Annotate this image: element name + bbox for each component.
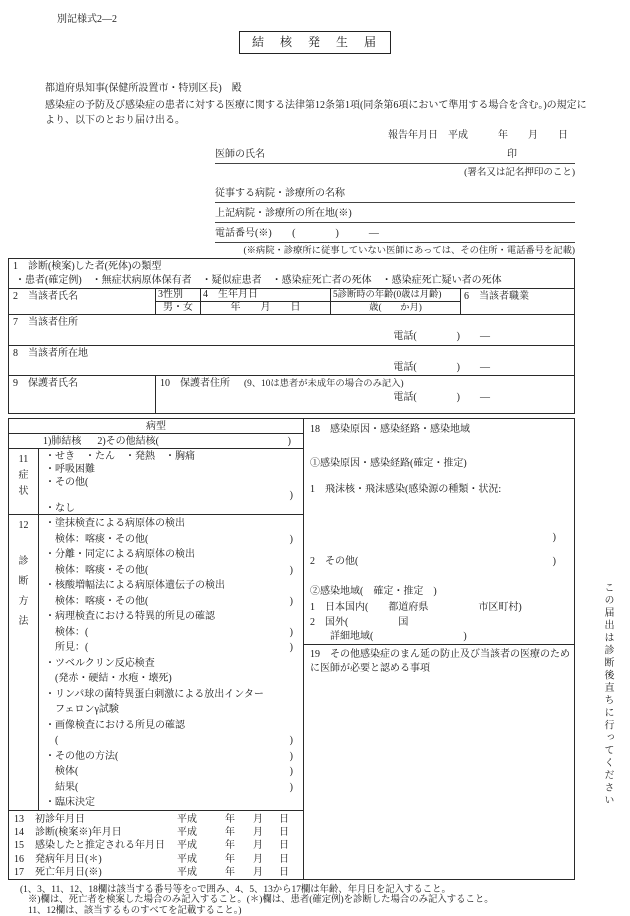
era-label: 平成: [177, 866, 197, 878]
symptom-line: [45, 450, 293, 463]
date-row-label: 初診年月日: [35, 814, 85, 826]
age-units: 歳( か月): [331, 302, 461, 314]
case-type-options: ・患者(確定例) ・無症状病原体保有者 ・疑似症患者 ・感染症死亡者の死体 ・感染症死亡疑い者の死体: [15, 275, 502, 286]
date-row-label: 死亡年月日(※): [35, 866, 102, 878]
seal-note: (署名又は記名押印のこと): [464, 168, 575, 178]
section19-title-line2: に医師が必要と認める事項: [310, 662, 430, 674]
era-label: 平成: [177, 827, 197, 839]
section11-number: 11: [18, 454, 29, 466]
method-line: [45, 578, 293, 594]
line-text: ・呼吸困難: [45, 464, 95, 476]
line-paren: ): [289, 533, 293, 545]
line-paren: ): [289, 642, 293, 654]
line-paren: ): [289, 781, 293, 793]
diagnosis-label-char4: 法: [18, 616, 29, 628]
method-line: [45, 625, 293, 641]
patient-mid-header: [156, 289, 461, 302]
section12-number: 12: [18, 520, 29, 532]
date-row-number: 14: [14, 827, 24, 839]
method-line: [45, 749, 293, 765]
submission-reminder-vertical-note: この届出は診断後直ちに行ってください: [602, 582, 613, 807]
guardian-name-cell: 9 保護者氏名: [9, 376, 156, 413]
day-label: 日: [279, 853, 289, 865]
case-type-row: [9, 259, 574, 289]
line-paren: ): [289, 564, 293, 576]
patient-location-label: 8 当該者所在地: [13, 348, 88, 359]
method-line: [45, 687, 293, 703]
line-text: ・その他の方法(: [45, 750, 119, 762]
patient-mid-cells: [156, 289, 461, 314]
date-row-label: 発病年月日(＊): [35, 853, 102, 865]
date-row-number: 13: [14, 814, 24, 826]
patient-identity-row: [9, 289, 574, 315]
line-text: 検体：喀痰・その他(: [45, 564, 149, 576]
line-text: 検体：(: [45, 626, 89, 638]
patient-mid-values: [156, 302, 461, 314]
diagnosis-method-content: [39, 515, 303, 810]
era-label: 平成: [177, 853, 197, 865]
date-rows-section: [9, 811, 303, 879]
line-text: 検体：喀痰・その他(: [45, 595, 149, 607]
line-paren: ): [289, 595, 293, 607]
occupation-cell: 6 当該者職業: [464, 291, 529, 302]
year-label: 年: [225, 866, 235, 878]
year-label: 年: [225, 814, 235, 826]
line-paren: ): [289, 626, 293, 638]
droplet-infection-line: 1 飛沫核・飛沫感染(感染源の種類・状況:: [310, 484, 502, 495]
line-text: ・塗抹検査による病原体の検出: [45, 518, 185, 530]
symptoms-label-char1: 症: [18, 470, 29, 482]
infection-area-heading: ②感染地域( 確定・推定 ): [310, 586, 437, 597]
date-row: [9, 826, 303, 839]
line-text: ・臨床決定: [45, 797, 95, 809]
doctor-remarks-section: [304, 645, 574, 879]
date-row-label: 感染したと推定される年月日: [35, 840, 165, 852]
line-text: ・せき ・たん ・発熱 ・胸痛: [45, 451, 195, 463]
date-row-number: 17: [14, 866, 24, 878]
symptoms-section: [9, 449, 303, 515]
date-row-number: 15: [14, 840, 24, 852]
method-line: [45, 640, 293, 656]
guardian-note: (9、10は患者が未成年の場合のみ記入): [244, 379, 404, 389]
day-label: 日: [279, 814, 289, 826]
clinical-detail-table: [8, 418, 575, 880]
line-paren: ): [289, 490, 293, 502]
guardian-address-cell: [156, 376, 574, 413]
symptom-line: [45, 463, 293, 476]
line-text: ・画像検査における所見の確認: [45, 719, 185, 731]
method-line: [45, 733, 293, 749]
patient-address-label: 7 当該者住所: [13, 317, 78, 328]
date-row: [9, 813, 303, 826]
era-label: 平成: [177, 814, 197, 826]
line-text: 2 その他(: [310, 556, 359, 567]
clinical-left-column: [9, 419, 304, 879]
section18-title: 18 感染原因・感染経路・感染地域: [310, 424, 470, 435]
method-line: [45, 671, 293, 687]
infection-route-heading: ①感染原因・感染経路(確定・推定): [310, 458, 467, 469]
date-row-number: 16: [14, 853, 24, 865]
doctor-name-field: [215, 147, 575, 164]
domestic-line: 1 日本国内( 都道府県 市区町村): [310, 602, 522, 613]
month-label: 月: [253, 840, 263, 852]
phone-note: (※病院・診療所に従事していない医師にあっては、その住所・電話番号を記載): [243, 246, 575, 256]
symptoms-label-char2: 状: [18, 486, 29, 498]
method-line: [45, 656, 293, 672]
diagnosis-label-column: [9, 515, 39, 810]
line-text: フェロンγ試験: [45, 704, 119, 716]
date-row: [9, 853, 303, 866]
diagnosis-label-char3: 方: [18, 596, 29, 608]
method-line: [45, 516, 293, 532]
line-text: ・核酸増幅法による病原体遺伝子の検出: [45, 580, 225, 592]
line-paren: ): [552, 556, 556, 567]
method-line: [45, 609, 293, 625]
case-type-title: 1 診断(検案)した者(死体)の類型: [13, 261, 162, 272]
birthdate-units: 年 月 日: [201, 302, 331, 314]
line-paren: ): [289, 766, 293, 778]
month-label: 月: [253, 814, 263, 826]
method-line: [45, 702, 293, 718]
footnotes: [20, 885, 494, 916]
method-line: [45, 780, 293, 796]
line-text: (: [45, 735, 59, 747]
other-route-line: [310, 555, 568, 569]
line-text: 結果(: [45, 781, 79, 793]
symptoms-content: [39, 449, 303, 514]
patient-location-row: [9, 346, 574, 376]
patient-info-table: [8, 258, 575, 414]
guardian-address-line: [160, 377, 570, 390]
sex-header: 3性別: [156, 289, 201, 301]
footnote-line3: 11、12欄は、該当するものすべてを記載すること。): [28, 905, 242, 916]
line-text: ・その他(: [45, 477, 89, 489]
detail-area-line: 詳細地域( ): [310, 631, 467, 642]
line-text: 検体(: [45, 766, 79, 778]
patient-location-phone: 電話( ) —: [393, 362, 490, 373]
infection-source-column: [304, 419, 574, 879]
symptom-line: [45, 502, 293, 515]
infection-source-section: [304, 419, 574, 645]
droplet-close-paren: ): [552, 532, 556, 543]
date-row: [9, 866, 303, 879]
line-text: 所見：(: [45, 642, 89, 654]
guardian-row: [9, 376, 574, 413]
form-code: 別記様式2—2: [57, 14, 117, 25]
line-text: ・なし: [45, 503, 75, 515]
month-label: 月: [253, 866, 263, 878]
year-label: 年: [225, 840, 235, 852]
guardian-phone: 電話( ) —: [393, 392, 490, 404]
line-text: ・ツベルクリン反応検査: [45, 657, 155, 669]
era-label: 平成: [177, 840, 197, 852]
date-row: [9, 839, 303, 852]
month-label: 月: [253, 853, 263, 865]
diagnosis-label-char2: 断: [18, 576, 29, 588]
symptoms-label-column: [9, 449, 39, 514]
method-line: [45, 718, 293, 734]
method-line: [45, 563, 293, 579]
phone-number-field: [215, 226, 575, 243]
diagnosis-method-section: [9, 515, 303, 811]
year-label: 年: [225, 827, 235, 839]
day-label: 日: [279, 827, 289, 839]
birthdate-header: 4 生年月日: [201, 289, 331, 301]
method-line: [45, 795, 293, 811]
patient-name-cell: 2 当該者氏名: [9, 289, 156, 314]
line-text: ・分離・同定による病原体の検出: [45, 549, 195, 561]
day-label: 日: [279, 840, 289, 852]
method-line: [45, 547, 293, 563]
line-paren: ): [289, 750, 293, 762]
phone-label: 電話番号(※): [215, 228, 272, 239]
law-text-line1: 感染症の予防及び感染症の患者に対する医療に関する法律第12条第1項(同条第6項において準用する場合を含む。)の規定に: [45, 100, 587, 111]
diagnosis-label-char1: 診: [18, 556, 29, 568]
disease-type-options: [9, 434, 303, 449]
method-line: [45, 532, 293, 548]
line-text: (発赤・硬結・水疱・壊死): [45, 673, 172, 685]
method-line: [45, 764, 293, 780]
guardian-address-label: 10 保護者住所: [160, 378, 230, 389]
disease-type-header: 病型: [9, 419, 303, 434]
patient-address-row: [9, 315, 574, 346]
doctor-name-label: 医師の氏名: [215, 149, 265, 160]
disease-type-option1: 1)肺結核: [43, 435, 82, 447]
line-text: 検体：喀痰・その他(: [45, 533, 149, 545]
method-line: [45, 594, 293, 610]
line-text: [45, 489, 55, 502]
month-label: 月: [253, 827, 263, 839]
hospital-name-field: 従事する病院・診療所の名称: [215, 186, 575, 203]
seal-mark: 印: [507, 149, 517, 160]
footnote-line2: ※)欄は、死亡者を検案した場合のみ記入すること。(＊)欄は、患者(確定例)を診断した場合のみ記入すること。: [28, 895, 494, 906]
footnote-line1: (1、3、11、12、18欄は該当する番号等を○で囲み、4、5、13から17欄は年齢、年月日を記入すること。: [20, 885, 451, 895]
date-row-label: 診断(検案※)年月日: [35, 827, 122, 839]
hospital-address-field: 上記病院・診療所の所在地(※): [215, 206, 575, 223]
line-text: ・リンパ球の菌特異蛋白刺激による放出インター: [45, 688, 264, 700]
disease-type-option2: 2)その他結核(: [97, 435, 160, 447]
form-title: 結 核 発 生 届: [239, 31, 391, 54]
addressee-line: 都道府県知事(保健所設置市・特別区長) 殿: [45, 83, 242, 94]
phone-blank: ( ) —: [292, 228, 379, 239]
day-label: 日: [279, 866, 289, 878]
year-label: 年: [225, 853, 235, 865]
symptom-line: [45, 489, 293, 502]
overseas-line: 2 国外( 国: [310, 617, 409, 628]
section19-title-line1: 19 その他感染症のまん延の防止及び当該者の医療のため: [310, 649, 570, 660]
law-text-line2: より、以下のとおり届け出る。: [45, 115, 185, 126]
sex-options: 男・女: [156, 302, 201, 314]
close-paren: ): [287, 435, 291, 447]
symptom-line: [45, 476, 293, 489]
report-date-line: 報告年月日 平成 年 月 日: [388, 130, 568, 141]
patient-address-phone: 電話( ) —: [393, 331, 490, 342]
line-text: ・病理検査における特異的所見の確認: [45, 611, 215, 623]
age-header: 5診断時の年齢(0歳は月齢): [331, 289, 461, 301]
line-paren: ): [289, 735, 293, 747]
